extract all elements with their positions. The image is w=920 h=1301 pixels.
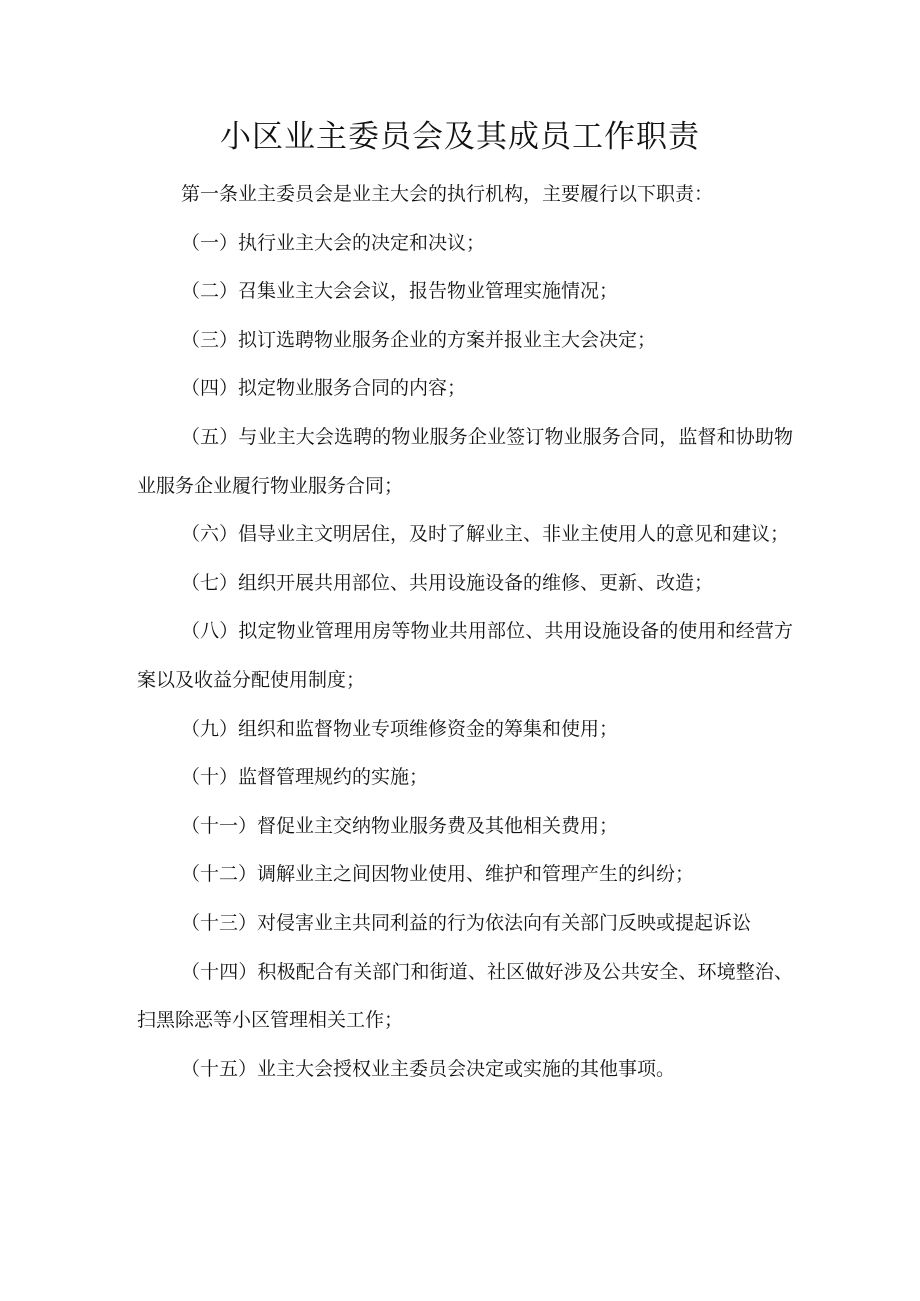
paragraph-item-2: （二）召集业主大会会议，报告物业管理实施情况；: [181, 280, 619, 303]
paragraph-item-11: （十一）督促业主交纳物业服务费及其他相关费用；: [181, 814, 619, 837]
document-title: 小区业主委员会及其成员工作职责: [220, 119, 700, 155]
paragraph-item-1: （一）执行业主大会的决定和决议；: [181, 231, 486, 254]
paragraph-item-7: （七）组织开展共用部位、共用设施设备的维修、更新、改造；: [181, 571, 714, 594]
paragraph-item-10: （十）监督管理规约的实施；: [181, 766, 429, 789]
paragraph-item-9: （九）组织和监督物业专项维修资金的筹集和使用；: [181, 717, 619, 740]
paragraph-item-12: （十二）调解业主之间因物业使用、维护和管理产生的纠纷；: [181, 863, 695, 886]
paragraph-item-13: （十三）对侵害业主共同利益的行为依法向有关部门反映或提起诉讼: [181, 911, 752, 934]
paragraph-item-14: （十四）积极配合有关部门和街道、社区做好涉及公共安全、环境整治、扫黑除恶等小区管理相关工作；: [137, 960, 793, 1032]
paragraph-item-3: （三）拟订选聘物业服务企业的方案并报业主大会决定；: [181, 328, 657, 351]
document-body: [137, 170, 793, 1093]
paragraph-item-15: （十五）业主大会授权业主委员会决定或实施的其他事项。: [181, 1057, 676, 1080]
paragraph-item-6: （六）倡导业主文明居住，及时了解业主、非业主使用人的意见和建议；: [181, 523, 790, 546]
paragraph-item-5: （五）与业主大会选聘的物业服务企业签订物业服务合同，监督和协助物业服务企业履行物业服务合同；: [137, 425, 793, 497]
paragraph-item-4: （四）拟定物业服务合同的内容；: [181, 377, 467, 400]
paragraph-article-1: 第一条业主委员会是业主大会的执行机构，主要履行以下职责：: [181, 183, 714, 205]
paragraph-item-8: （八）拟定物业管理用房等物业共用部位、共用设施设备的使用和经营方案以及收益分配使用制度；: [137, 620, 793, 691]
